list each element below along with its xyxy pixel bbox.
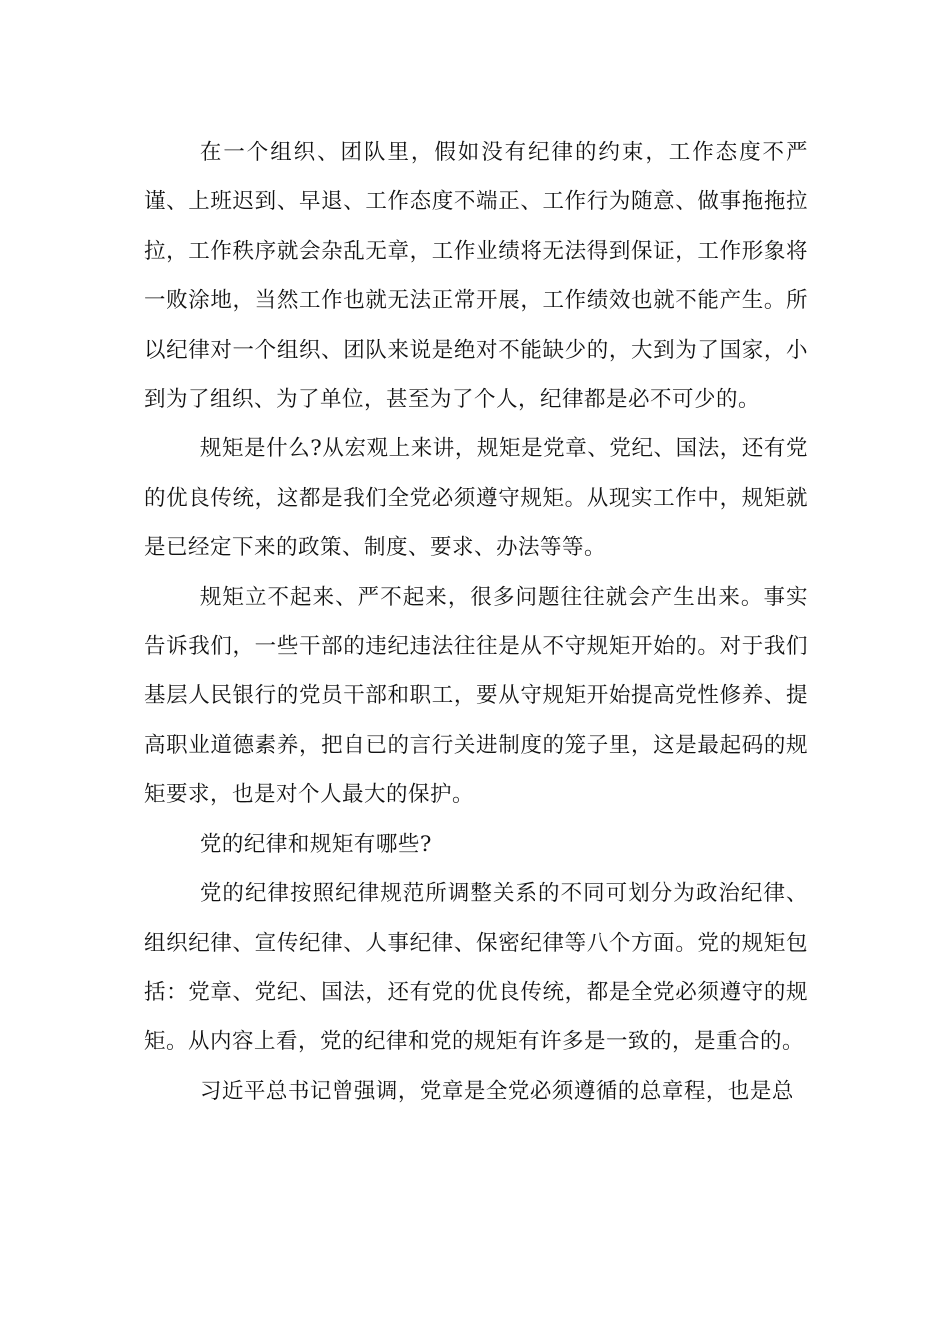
paragraph-xi-emphasis: 习近平总书记曾强调，党章是全党必须遵循的总章程，也是总 <box>199 1078 794 1104</box>
paragraph-discipline-importance: 在一个组织、团队里，假如没有纪律的约束，工作态度不严谨、上班迟到、早退、工作态度不端正、工作行为随意、做事拖拖拉拉，工作秩序就会杂乱无章，工作业绩将无法得到保证，工作形象将一败涂地，当然工作也就无法正常开展，工作绩效也就不能产生。所以纪律对一个组织、团队来说是绝对不能缺少的，大到为了国家，小到为了组织、为了单位，甚至为了个人，纪律都是必不可少的。 <box>144 140 808 413</box>
paragraph-what-are-rules: 规矩是什么?从宏观上来讲，规矩是党章、党纪、国法，还有党的优良传统，这都是我们全党必须遵守规矩。从现实工作中，规矩就是已经定下来的政策、制度、要求、办法等等。 <box>144 436 808 561</box>
paragraph-party-discipline-categories: 党的纪律按照纪律规范所调整关系的不同可划分为政治纪律、组织纪律、宣传纪律、人事纪律、保密纪律等八个方面。党的规矩包括：党章、党纪、国法，还有党的优良传统，都是全党必须遵守的规矩。从内容上看，党的纪律和党的规矩有许多是一致的，是重合的。 <box>144 881 808 1055</box>
document-body <box>144 128 808 1116</box>
paragraph-question-heading: 党的纪律和规矩有哪些? <box>199 831 432 857</box>
paragraph-rules-not-established: 规矩立不起来、严不起来，很多问题往往就会产生出来。事实告诉我们，一些干部的违纪违法往往是从不守规矩开始的。对于我们基层人民银行的党员干部和职工，要从守规矩开始提高党性修养、提高职业道德素养，把自已的言行关进制度的笼子里，这是最起码的规矩要求，也是对个人最大的保护。 <box>144 584 808 808</box>
